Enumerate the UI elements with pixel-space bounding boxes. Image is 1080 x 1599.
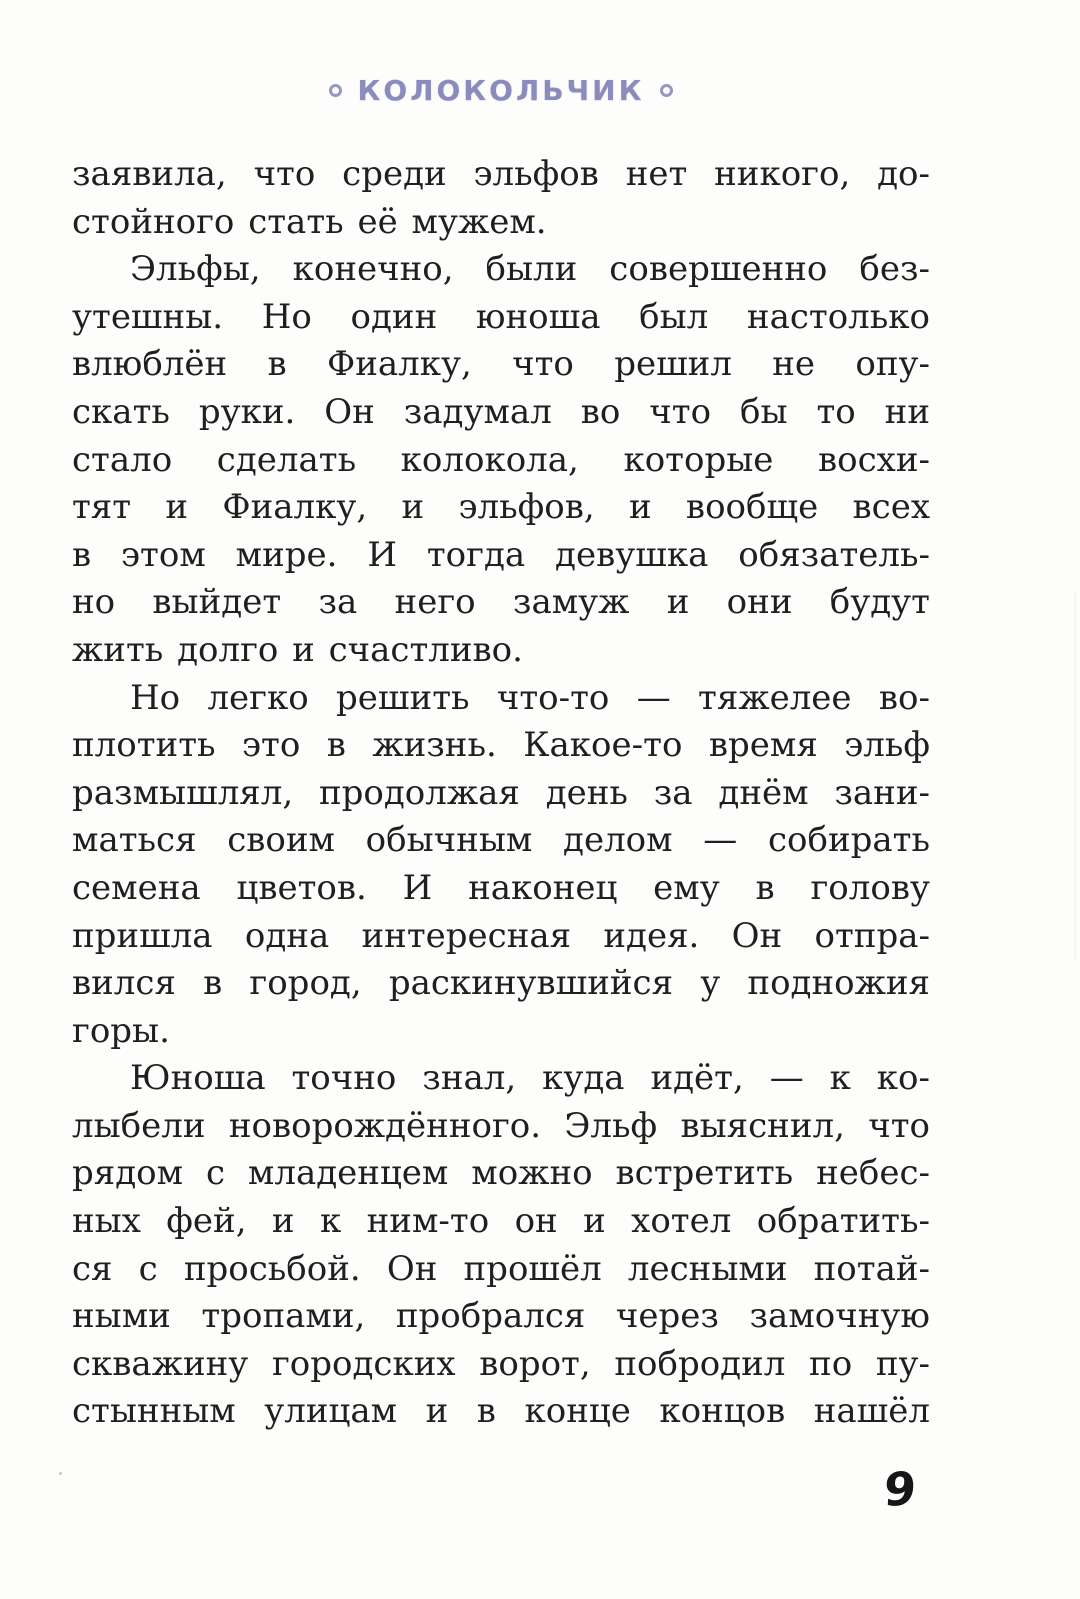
text-line: влюблён в Фиалку, что решил не опу- — [72, 344, 930, 385]
text-line: Юноша точно знал, куда идёт, — к ко- — [130, 1058, 930, 1099]
text-line: маться своим обычным делом — собирать — [72, 820, 930, 861]
text-line: стойного стать её мужем. — [72, 201, 547, 242]
text-line: ных фей, и к ним-то он и хотел обратить- — [72, 1201, 930, 1242]
text-line: размышлял, продолжая день за днём зани- — [72, 772, 930, 813]
page-number: 9 — [882, 1461, 918, 1517]
text-line: плотить это в жизнь. Какое-то время эльф — [72, 725, 930, 766]
text-line: заявила, что среди эльфов нет никого, до- — [72, 154, 930, 194]
text-line: утешны. Но один юноша был настолько — [72, 296, 930, 337]
text-line: лыбели новорождённого. Эльф выяснил, что — [72, 1105, 930, 1146]
text-line: в этом мире. И тогда девушка обязатель- — [72, 534, 930, 575]
text-line: горы. — [72, 1010, 170, 1051]
text-line: скважину городских ворот, побродил по пу- — [72, 1343, 930, 1384]
text-line: стало сделать колокола, которые восхи- — [72, 439, 930, 480]
text-line: пришла одна интересная идея. Он отпра- — [72, 915, 930, 956]
text-line: жить долго и счастливо. — [72, 629, 523, 670]
scan-page-edge — [1074, 590, 1076, 960]
ring-ornament-icon — [329, 84, 342, 97]
body-text — [72, 151, 930, 1436]
text-line: стынным улицам и в конце концов нашёл — [72, 1391, 930, 1432]
chapter-title: КОЛОКОЛЬЧИК — [357, 74, 645, 107]
text-line: вился в город, раскинувшийся у подножия — [72, 963, 930, 1004]
text-line: семена цветов. И наконец ему в голову — [72, 867, 930, 908]
text-line: тят и Фиалку, и эльфов, и вообще всех — [72, 487, 930, 528]
text-line: ными тропами, пробрался через замочную — [72, 1296, 930, 1337]
text-line: но выйдет за него замуж и они будут — [72, 582, 930, 623]
text-line: Эльфы, конечно, были совершенно без- — [130, 249, 930, 290]
text-line: скать руки. Он задумал во что бы то ни — [72, 391, 930, 432]
scan-speck — [59, 1472, 62, 1475]
text-line: рядом с младенцем можно встретить небес- — [72, 1153, 930, 1194]
ring-ornament-icon — [660, 84, 673, 97]
chapter-header — [72, 74, 930, 107]
text-line: ся с просьбой. Он прошёл лесными потай- — [72, 1248, 930, 1289]
text-line: Но легко решить что-то — тяжелее во- — [130, 677, 930, 718]
